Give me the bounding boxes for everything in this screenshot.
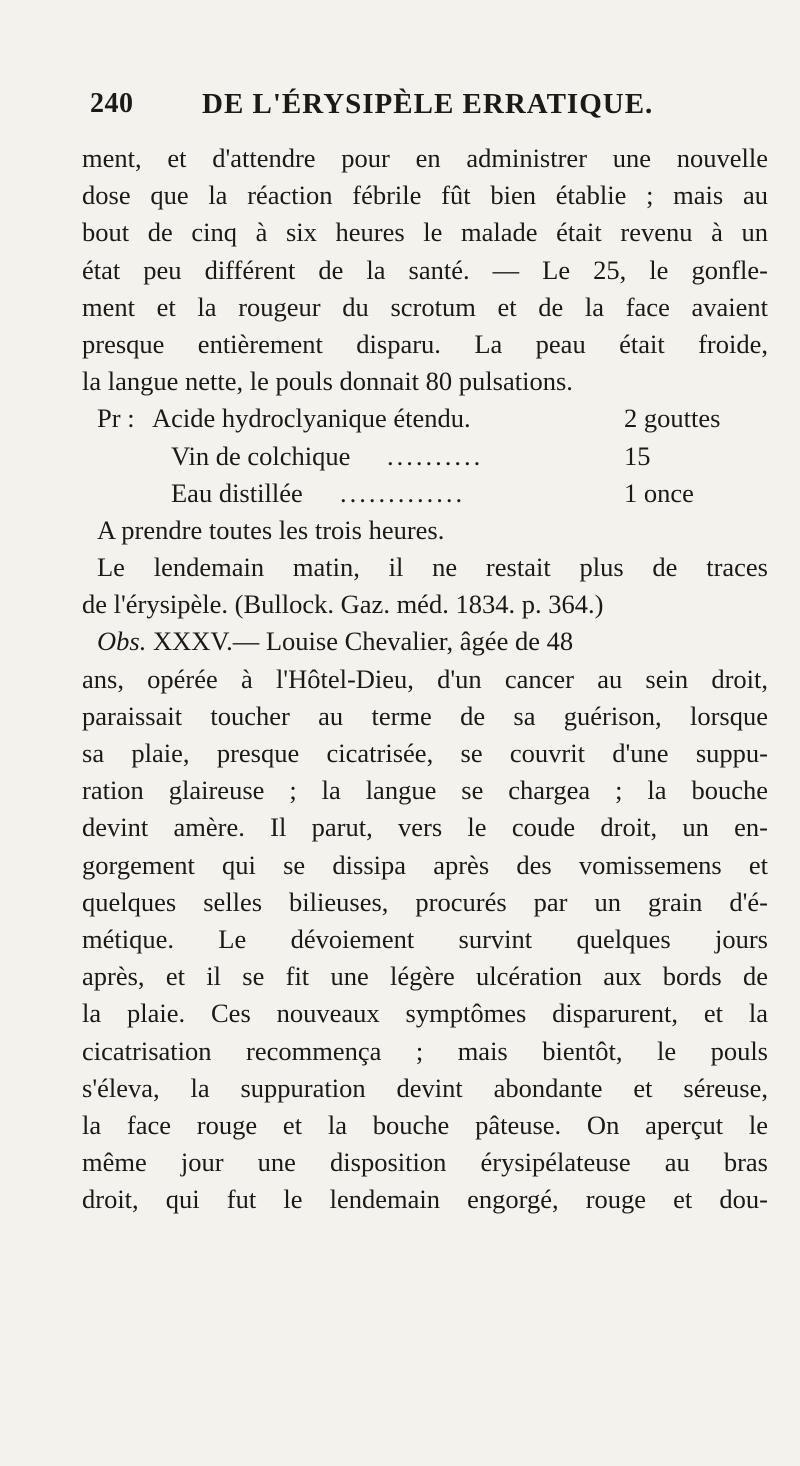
prescription-item-qty: 1 once [624,477,694,508]
prescription-label: Pr : [97,403,135,434]
text-line: quelques selles bilieuses, procurés par un grain d'é- [82,886,768,917]
prescription-item-dots: .......... [387,440,484,471]
prescription-line [82,438,768,475]
text-line: presque entièrement disparu. La peau était froide, [82,328,768,359]
observation-heading-line [82,623,768,660]
prescription-item-name: Vin de colchique [171,440,351,471]
text-line: état peu différent de la santé. — Le 25, le gonfle- [82,254,768,285]
prescription-item-name: Acide hydroclyanique étendu. [152,403,471,434]
text-line: la plaie. Ces nouveaux symptômes disparurent, et la [82,998,768,1029]
text-line: la langue nette, le pouls donnait 80 pulsations. [82,366,573,397]
text-line: après, et il se fit une légère ulcération aux bords de [82,961,768,992]
observation-number: XXXV. [152,626,233,657]
text-line: ment et la rougeur du scrotum et de la face avaient [82,291,768,322]
text-line: ment, et d'attendre pour en administrer une nouvelle [82,143,768,173]
text-line: sa plaie, presque cicatrisée, se couvrit d'une suppu- [82,738,768,768]
text-line: métique. Le dévoiement survint quelques jours [82,923,768,954]
text-line: gorgement qui se dissipa après des vomissemens et [82,849,768,880]
text-line: droit, qui fut le lendemain engorgé, rouge et dou- [82,1184,768,1215]
text-line: de l'érysipèle. (Bullock. Gaz. méd. 1834. p. 364.) [82,589,604,620]
prescription-line [82,400,768,437]
page-number: 240 [90,88,134,119]
prescription-item-dots: ............. [340,477,466,508]
prescription-instruction: A prendre toutes les trois heures. [97,514,445,545]
text-line: la face rouge et la bouche pâteuse. On aperçut le [82,1109,768,1140]
prescription-item-qty: 15 [624,440,651,471]
text-line: ans, opérée à l'Hôtel-Dieu, d'un cancer au sein droit, [82,663,768,694]
text-line: bout de cinq à six heures le malade était revenu à un [82,217,768,248]
prescription-item-name: Eau distillée [171,477,303,508]
text-line: Le lendemain matin, il ne restait plus de traces [97,552,768,583]
text-line: s'éleva, la suppuration devint abondante et séreuse, [82,1072,768,1103]
observation-label: Obs. [97,626,147,657]
page-header [90,88,770,128]
text-line: devint amère. Il parut, vers le coude droit, un en- [82,812,768,843]
text-line: paraissait toucher au terme de sa guérison, lorsque [82,700,768,731]
text-line: cicatrisation recommença ; mais bientôt, le pouls [82,1035,768,1066]
text-line: dose que la réaction fébrile fût bien établie ; mais au [82,180,768,211]
prescription-line [82,475,768,512]
running-title: DE L'ÉRYSIPÈLE ERRATIQUE. [202,88,654,120]
text-line: ration glaireuse ; la langue se chargea ; la bouche [82,775,768,806]
prescription-item-qty: 2 gouttes [624,403,721,434]
body-text [82,140,768,1218]
text-line: — Louise Chevalier, âgée de 48 [232,626,574,657]
text-line: même jour une disposition érysipélateuse au bras [82,1147,768,1178]
